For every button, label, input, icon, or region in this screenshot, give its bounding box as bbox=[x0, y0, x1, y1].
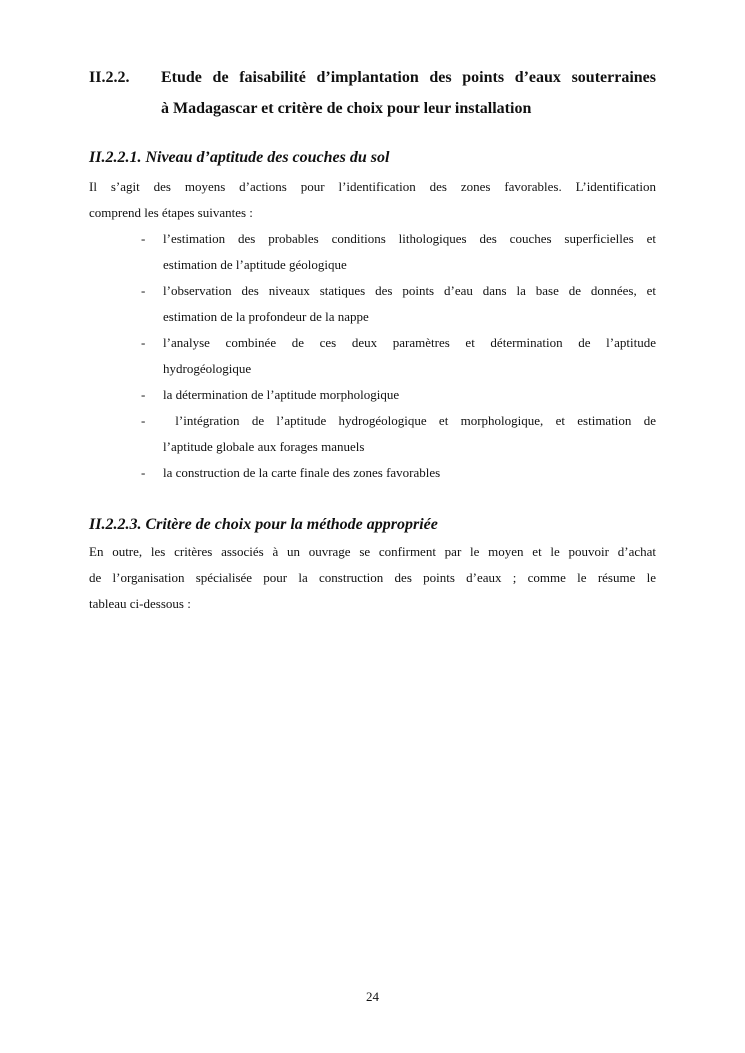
paragraph-line: Il s’agit des moyens d’actions pour l’identification des zones favorables. L’identification bbox=[89, 179, 656, 194]
list-item bbox=[141, 226, 656, 278]
list-item bbox=[141, 382, 656, 408]
list-dash: - bbox=[141, 465, 146, 480]
section-heading bbox=[89, 62, 656, 124]
list-item bbox=[141, 330, 656, 382]
intro-paragraph bbox=[89, 174, 656, 226]
list-item-text: la détermination de l’aptitude morphologique bbox=[163, 387, 400, 402]
section-title-line: à Madagascar et critère de choix pour leur installation bbox=[161, 100, 532, 117]
section-number: II.2.2. bbox=[89, 69, 130, 86]
paragraph-line: tableau ci-dessous : bbox=[89, 596, 191, 611]
steps-list bbox=[141, 226, 656, 486]
list-dash: - bbox=[141, 231, 146, 246]
list-dash: - bbox=[141, 335, 146, 350]
list-item bbox=[141, 460, 656, 486]
paragraph-line: En outre, les critères associés à un ouvrage se confirment par le moyen et le pouvoir d’achat bbox=[89, 544, 656, 559]
list-item-text: l’aptitude globale aux forages manuels bbox=[163, 439, 365, 454]
list-item-text: la construction de la carte finale des zones favorables bbox=[163, 465, 441, 480]
section-title bbox=[161, 62, 656, 124]
list-item-text: l’estimation des probables conditions lithologiques des couches superficielles et bbox=[163, 231, 656, 246]
list-item-text: hydrogéologique bbox=[163, 361, 252, 376]
list-item-text: l’observation des niveaux statiques des points d’eau dans la base de données, et bbox=[163, 283, 656, 298]
paragraph-line: de l’organisation spécialisée pour la construction des points d’eaux ; comme le résume le bbox=[89, 570, 656, 585]
list-dash: - bbox=[141, 413, 146, 428]
list-item-text: l’analyse combinée de ces deux paramètres et détermination de l’aptitude bbox=[163, 335, 656, 350]
paragraph-line: comprend les étapes suivantes : bbox=[89, 205, 253, 220]
page-number: 24 bbox=[366, 989, 379, 1004]
list-item-text: estimation de l’aptitude géologique bbox=[163, 257, 347, 272]
list-dash: - bbox=[141, 387, 146, 402]
subsection-heading-1: II.2.2.1. Niveau d’aptitude des couches du sol bbox=[89, 149, 390, 166]
subsection-heading-3: II.2.2.3. Critère de choix pour la méthode appropriée bbox=[89, 516, 438, 533]
criteria-paragraph bbox=[89, 539, 656, 617]
list-dash: - bbox=[141, 283, 146, 298]
list-item bbox=[141, 278, 656, 330]
list-item bbox=[141, 408, 656, 460]
section-title-line: Etude de faisabilité d’implantation des points d’eaux souterraines bbox=[161, 69, 656, 86]
list-item-text: l’intégration de l’aptitude hydrogéologique et morphologique, et estimation de bbox=[163, 413, 656, 428]
list-item-text: estimation de la profondeur de la nappe bbox=[163, 309, 369, 324]
